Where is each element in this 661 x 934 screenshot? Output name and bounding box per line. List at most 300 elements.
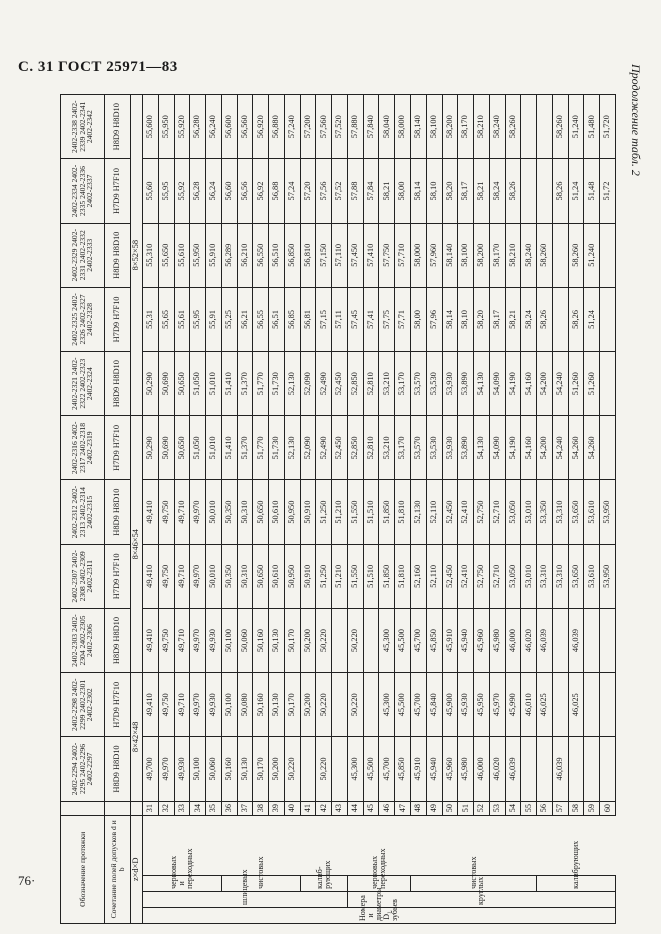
table-cell: 51,250 [316, 544, 332, 608]
table-cell: 50,130 [237, 737, 253, 801]
table-cell: 50,200 [300, 608, 316, 672]
tooth-number: 39 [269, 801, 285, 815]
table-cell: 55,65 [158, 287, 174, 351]
tooth-number: 54 [505, 801, 521, 815]
table-cell: 49,750 [158, 544, 174, 608]
table-cell: 56,289 [221, 223, 237, 287]
table-cell [332, 608, 348, 672]
tooth-number: 52 [474, 801, 490, 815]
table-cell: 53,170 [395, 352, 411, 416]
table-cell: 50,290 [143, 416, 159, 480]
page-header: С. 31 ГОСТ 25971—83 [18, 59, 178, 75]
table-row [442, 95, 458, 924]
table-cell: 52,130 [284, 352, 300, 416]
table-row [395, 95, 411, 924]
table-cell: 51,48 [584, 159, 600, 223]
table-row [237, 95, 253, 924]
table-cell: 58,26 [505, 159, 521, 223]
table-cell: 58,00 [395, 159, 411, 223]
table-cell: 51,480 [584, 95, 600, 159]
table-cell: 53,310 [552, 480, 568, 544]
tooth-number: 58 [568, 801, 584, 815]
tooth-number: 56 [537, 801, 553, 815]
table-cell: 55,91 [206, 287, 222, 351]
table-cell: 45,950 [474, 673, 490, 737]
table-cell: 58,260 [537, 223, 553, 287]
table-row [458, 95, 474, 924]
table-cell: 57,71 [395, 287, 411, 351]
tooth-number: 57 [552, 801, 568, 815]
table-cell: 45,940 [458, 608, 474, 672]
table-cell: 53,310 [552, 544, 568, 608]
table-cell: 53,610 [584, 480, 600, 544]
table-cell: 50,100 [190, 737, 206, 801]
table-row [505, 95, 521, 924]
table-row [300, 95, 316, 924]
table-cell: 58,24 [489, 159, 505, 223]
table-row [521, 95, 537, 924]
table-cell: 55,25 [221, 287, 237, 351]
table-cell: 53,570 [411, 352, 427, 416]
table-cell: 56,24 [206, 159, 222, 223]
table-cell: 57,41 [363, 287, 379, 351]
table-cell [300, 737, 316, 801]
table-cell [600, 223, 616, 287]
table-cell: 58,26 [537, 287, 553, 351]
calibr-label: калиб-рующих [300, 875, 347, 891]
tooth-number: 34 [190, 801, 206, 815]
table-cell: 58,00 [411, 287, 427, 351]
table-cell: 56,21 [237, 287, 253, 351]
continuation-label: Продолжение табл. 2 [629, 64, 643, 176]
tooth-number: 41 [300, 801, 316, 815]
table-cell: 50,130 [269, 673, 285, 737]
table-cell: 58,140 [411, 95, 427, 159]
table-cell: 57,450 [347, 223, 363, 287]
table-cell: 45,990 [505, 673, 521, 737]
table-cell: 50,650 [253, 480, 269, 544]
table-cell: 45,300 [347, 737, 363, 801]
table-cell: 55,95 [158, 159, 174, 223]
table-cell: 58,260 [552, 95, 568, 159]
table-cell: 51,050 [190, 352, 206, 416]
table-cell: 50,910 [300, 480, 316, 544]
table-cell: 45,900 [442, 673, 458, 737]
table-row [332, 95, 348, 924]
table-cell: 56,92 [253, 159, 269, 223]
tooth-number: 38 [253, 801, 269, 815]
table-cell: 57,710 [395, 223, 411, 287]
table-cell: 53,570 [411, 416, 427, 480]
table-row [600, 95, 616, 924]
designation-cell: 2402-2312 2402-2313 2402-2314 2402-2315 [61, 480, 105, 544]
table-cell: 51,850 [379, 544, 395, 608]
table-cell: 57,520 [332, 95, 348, 159]
table-row [284, 95, 300, 924]
tolerance-cell: H8D9 H8D10 [105, 223, 131, 287]
table-cell: 49,410 [143, 544, 159, 608]
tooth-number: 59 [584, 801, 600, 815]
table-cell: 50,100 [221, 608, 237, 672]
table-cell: 49,750 [158, 673, 174, 737]
table-cell: 53,930 [442, 352, 458, 416]
tooth-number: 42 [316, 801, 332, 815]
designation-cell: 2402-2294 2402-2295 2402-2296 2402-2297 [61, 737, 105, 801]
table-cell: 54,190 [505, 416, 521, 480]
table-cell: 51,810 [395, 544, 411, 608]
table-cell: 57,15 [316, 287, 332, 351]
table-cell: 50,060 [206, 737, 222, 801]
table-cell: 54,200 [537, 352, 553, 416]
table-cell: 51,24 [568, 159, 584, 223]
table-cell: 57,150 [316, 223, 332, 287]
table-cell: 52,710 [489, 544, 505, 608]
table-cell: 51,720 [600, 95, 616, 159]
table-cell: 50,100 [221, 673, 237, 737]
table-cell: 52,450 [442, 480, 458, 544]
table-cell: 53,530 [426, 352, 442, 416]
table-cell [600, 416, 616, 480]
tooth-number: 46 [379, 801, 395, 815]
table-cell: 56,240 [206, 95, 222, 159]
table-cell: 49,970 [190, 544, 206, 608]
round-label: круглых [347, 891, 615, 907]
table-cell: 57,20 [300, 159, 316, 223]
table-cell: 52,090 [300, 416, 316, 480]
tolerance-cell: H7D9 H7F10 [105, 287, 131, 351]
designation-cell: 2402-2321 2402-2322 2402-2323 2402-2324 [61, 352, 105, 416]
table-cell: 50,910 [300, 544, 316, 608]
table-cell: 54,190 [505, 352, 521, 416]
table-cell: 58,21 [505, 287, 521, 351]
table-cell: 50,160 [253, 608, 269, 672]
table-cell: 49,970 [158, 737, 174, 801]
table-cell: 56,280 [190, 95, 206, 159]
table-cell: 46,039 [552, 737, 568, 801]
table-cell: 50,010 [206, 544, 222, 608]
tooth-number: 36 [221, 801, 237, 815]
table-cell: 51,510 [363, 544, 379, 608]
table-cell [552, 223, 568, 287]
table-cell: 46,000 [505, 608, 521, 672]
table-row [379, 95, 395, 924]
table-cell: 46,020 [489, 737, 505, 801]
table-cell: 58,260 [505, 95, 521, 159]
tolerance-cell: H7D9 H7F10 [105, 159, 131, 223]
table-cell: 49,970 [190, 608, 206, 672]
table-cell: 58,210 [474, 95, 490, 159]
table-cell: 46,039 [537, 608, 553, 672]
table-cell: 58,240 [489, 95, 505, 159]
rough-transit-label-2: черновых переходных [347, 875, 410, 891]
table-cell: 53,050 [505, 544, 521, 608]
table-cell [584, 673, 600, 737]
table-cell: 51,260 [584, 352, 600, 416]
table-cell: 50,220 [316, 608, 332, 672]
table-cell: 53,930 [442, 416, 458, 480]
table-cell: 55,650 [158, 223, 174, 287]
table-cell: 58,210 [505, 223, 521, 287]
table-cell: 54,090 [489, 352, 505, 416]
table-cell: 51,850 [379, 480, 395, 544]
table-cell [363, 608, 379, 672]
table-cell: 56,210 [237, 223, 253, 287]
tooth-number: 40 [284, 801, 300, 815]
table-cell: 58,140 [442, 223, 458, 287]
table-cell: 52,450 [332, 352, 348, 416]
table-cell: 45,930 [458, 673, 474, 737]
table-cell: 53,530 [426, 416, 442, 480]
designation-cell: 2402-2316 2402-2317 2402-2318 2402-2319 [61, 416, 105, 480]
table-cell [600, 737, 616, 801]
tooth-number: 43 [332, 801, 348, 815]
table-cell: 54,160 [521, 352, 537, 416]
table-cell: 45,700 [411, 608, 427, 672]
table-cell: 57,45 [347, 287, 363, 351]
table-cell: 50,200 [300, 673, 316, 737]
table-cell [600, 608, 616, 672]
table-cell [584, 608, 600, 672]
table-cell: 55,600 [143, 95, 159, 159]
table-cell: 50,650 [253, 544, 269, 608]
table-cell [332, 737, 348, 801]
size-group: 8×52×58 [131, 95, 143, 416]
table-cell: 50,950 [284, 480, 300, 544]
table-cell: 52,130 [284, 416, 300, 480]
table-cell: 51,010 [206, 416, 222, 480]
table-cell: 51,240 [584, 223, 600, 287]
tooth-number: 51 [458, 801, 474, 815]
designation-cell: 2402-2298 2402-2299 2402-2301 2402-2302 [61, 673, 105, 737]
table-row [174, 95, 190, 924]
table-cell: 57,840 [363, 95, 379, 159]
table-cell: 58,200 [442, 95, 458, 159]
table-cell: 50,220 [347, 673, 363, 737]
table-cell: 51,260 [568, 352, 584, 416]
table-cell: 54,160 [521, 416, 537, 480]
table-cell: 57,410 [363, 223, 379, 287]
table-cell: 52,810 [363, 352, 379, 416]
table-cell: 51,410 [221, 352, 237, 416]
tolerance-cell: H8D9 H8D10 [105, 480, 131, 544]
table-cell: 54,090 [489, 416, 505, 480]
table-cell: 53,950 [600, 480, 616, 544]
table-cell: 55,60 [143, 159, 159, 223]
table-cell: 50,650 [174, 352, 190, 416]
table-cell: 49,930 [206, 608, 222, 672]
table-cell: 45,300 [379, 673, 395, 737]
splined-label: шлицевых [143, 891, 348, 907]
table-cell: 58,21 [379, 159, 395, 223]
table-cell: 53,890 [458, 352, 474, 416]
size-group: 8×42×48 [131, 673, 143, 801]
table-cell: 57,750 [379, 223, 395, 287]
table-cell: 53,310 [537, 544, 553, 608]
table-cell: 51,72 [600, 159, 616, 223]
table-cell [521, 95, 537, 159]
table-cell: 56,880 [269, 95, 285, 159]
table-cell: 52,410 [458, 544, 474, 608]
table-cell: 51,210 [332, 544, 348, 608]
table-cell: 58,170 [489, 223, 505, 287]
table-cell: 58,100 [426, 95, 442, 159]
table-cell: 58,000 [395, 95, 411, 159]
table-cell: 54,260 [584, 416, 600, 480]
rotated-table-container [60, 94, 616, 924]
table-cell: 50,080 [237, 673, 253, 737]
table-row [568, 95, 584, 924]
tooth-number: 37 [237, 801, 253, 815]
finish-label-2: чистовых [411, 875, 537, 891]
table-cell: 58,240 [521, 223, 537, 287]
outer-side-label: Номера и диаметры D₁ зубьев [143, 907, 616, 923]
table-cell: 53,010 [521, 544, 537, 608]
table-row [426, 95, 442, 924]
table-cell: 50,170 [253, 737, 269, 801]
table-cell: 57,560 [316, 95, 332, 159]
table-cell: 49,410 [143, 480, 159, 544]
table-cell: 52,160 [411, 544, 427, 608]
table-cell: 55,95 [190, 287, 206, 351]
table-cell [584, 737, 600, 801]
tooth-number: 55 [521, 801, 537, 815]
table-cell: 50,160 [253, 673, 269, 737]
table-cell [537, 159, 553, 223]
table-cell: 55,910 [206, 223, 222, 287]
tooth-number: 60 [600, 801, 616, 815]
table-cell: 50,950 [284, 544, 300, 608]
table-row [474, 95, 490, 924]
table-cell: 51,810 [395, 480, 411, 544]
tooth-number: 45 [363, 801, 379, 815]
table-cell: 50,170 [284, 673, 300, 737]
table-cell: 54,240 [552, 416, 568, 480]
designation-cell: 2402-2329 2402-2331 2402-2332 2402-2333 [61, 223, 105, 287]
table-cell: 57,960 [426, 223, 442, 287]
table-cell [332, 673, 348, 737]
tooth-number: 31 [143, 801, 159, 815]
table-cell: 45,700 [379, 737, 395, 801]
table-cell: 46,000 [474, 737, 490, 801]
table-cell: 58,21 [474, 159, 490, 223]
table-cell: 56,60 [221, 159, 237, 223]
table-cell: 45,700 [411, 673, 427, 737]
table-cell: 54,130 [474, 352, 490, 416]
size-group: 8×46×54 [131, 416, 143, 673]
table-cell: 58,17 [458, 159, 474, 223]
table-cell: 49,710 [174, 608, 190, 672]
table-cell: 50,130 [269, 608, 285, 672]
table-cell: 56,550 [253, 223, 269, 287]
table-cell: 57,240 [284, 95, 300, 159]
table-cell: 58,200 [474, 223, 490, 287]
table-cell: 49,700 [143, 737, 159, 801]
table-cell: 58,000 [411, 223, 427, 287]
table-cell: 49,750 [158, 608, 174, 672]
table-cell: 56,600 [221, 95, 237, 159]
table-cell: 53,010 [521, 480, 537, 544]
table-cell: 53,610 [584, 544, 600, 608]
table-cell [600, 287, 616, 351]
table-cell: 57,880 [347, 95, 363, 159]
designation-cell: 2402-2334 2402-2335 2402-2336 2402-2337 [61, 159, 105, 223]
table-cell: 57,24 [284, 159, 300, 223]
tolerance-cell: H8D9 H8D10 [105, 352, 131, 416]
table-cell: 50,310 [237, 480, 253, 544]
table-cell: 52,850 [347, 416, 363, 480]
tooth-number: 53 [489, 801, 505, 815]
table-cell: 58,26 [568, 287, 584, 351]
table-cell: 50,220 [316, 673, 332, 737]
table-cell: 50,310 [237, 544, 253, 608]
table-cell: 51,24 [584, 287, 600, 351]
table-row [552, 95, 568, 924]
table-cell: 50,290 [143, 352, 159, 416]
table-cell: 49,710 [174, 544, 190, 608]
table-cell: 45,300 [379, 608, 395, 672]
table-cell: 58,14 [411, 159, 427, 223]
table-cell: 56,55 [253, 287, 269, 351]
tooth-number: 32 [158, 801, 174, 815]
table-cell: 49,410 [143, 608, 159, 672]
table-cell: 45,500 [363, 737, 379, 801]
table-cell: 50,350 [221, 480, 237, 544]
table-cell: 50,170 [284, 608, 300, 672]
table-cell: 45,960 [442, 737, 458, 801]
table-cell: 53,950 [600, 544, 616, 608]
table-cell: 55,92 [174, 159, 190, 223]
table-cell: 54,240 [552, 352, 568, 416]
table-row [489, 95, 505, 924]
table-cell [521, 737, 537, 801]
table-cell: 50,610 [269, 544, 285, 608]
table-cell: 50,690 [158, 352, 174, 416]
table-cell: 51,240 [568, 95, 584, 159]
table-cell: 53,890 [458, 416, 474, 480]
table-row [363, 95, 379, 924]
table-cell: 49,750 [158, 480, 174, 544]
tooth-number: 50 [442, 801, 458, 815]
table-cell: 49,970 [190, 480, 206, 544]
table-cell: 52,750 [474, 480, 490, 544]
table-cell: 51,010 [206, 352, 222, 416]
table-row [537, 95, 553, 924]
table-cell: 49,710 [174, 673, 190, 737]
table-cell: 52,850 [347, 352, 363, 416]
table-cell: 53,210 [379, 352, 395, 416]
table-cell: 45,980 [489, 608, 505, 672]
table-cell: 58,17 [489, 287, 505, 351]
tooth-number: 47 [395, 801, 411, 815]
table-cell [537, 737, 553, 801]
table-cell: 52,450 [442, 544, 458, 608]
table-cell: 45,940 [426, 737, 442, 801]
table-row [158, 95, 174, 924]
table-cell: 55,920 [174, 95, 190, 159]
table-cell [552, 608, 568, 672]
table-cell: 56,810 [300, 223, 316, 287]
table-cell: 57,84 [363, 159, 379, 223]
table-cell: 54,260 [568, 416, 584, 480]
table-cell: 46,025 [537, 673, 553, 737]
table-cell: 51,050 [190, 416, 206, 480]
table-cell: 58,100 [458, 223, 474, 287]
table-cell: 50,200 [269, 737, 285, 801]
table-cell: 52,130 [411, 480, 427, 544]
table-cell [537, 95, 553, 159]
table-cell: 55,950 [158, 95, 174, 159]
table-cell [600, 673, 616, 737]
